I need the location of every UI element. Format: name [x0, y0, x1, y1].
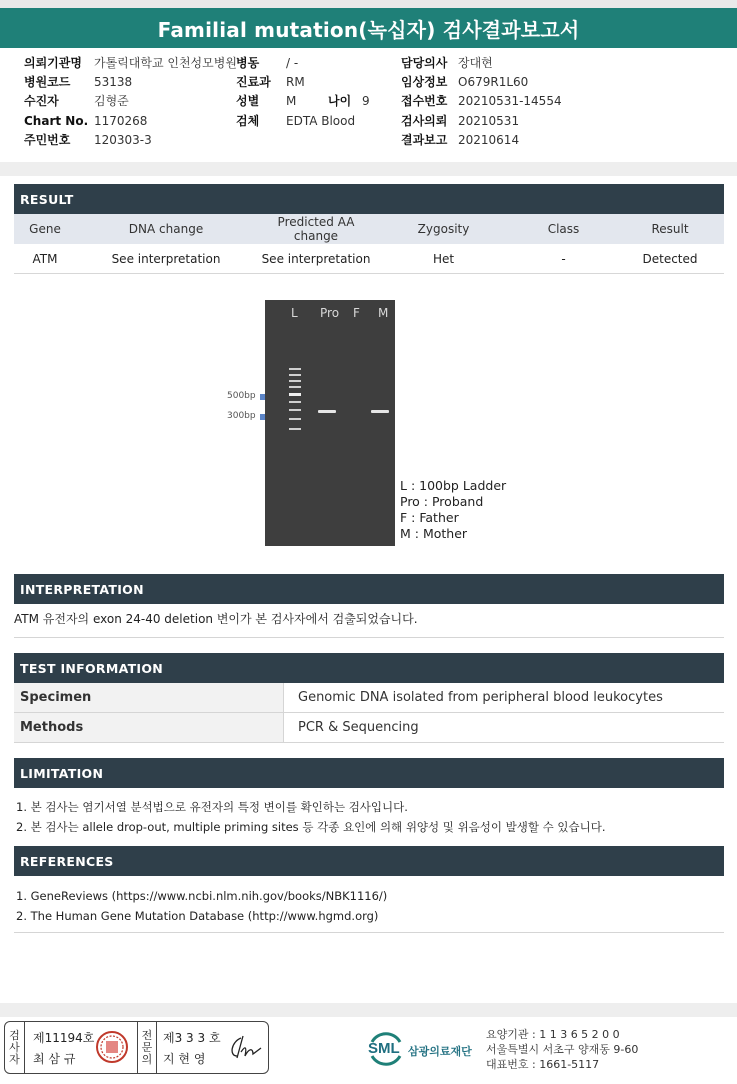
info-value: M	[286, 94, 297, 108]
footer-separator	[0, 1003, 737, 1017]
info-value: 20210531	[458, 114, 520, 128]
legend-item: Pro : Proband	[400, 494, 484, 509]
info-label: 의뢰기관명	[24, 56, 82, 70]
references-list	[16, 886, 387, 926]
info-value: 20210531-14554	[458, 94, 562, 108]
methods-label: Methods	[14, 713, 284, 742]
info-label: 접수번호	[401, 94, 448, 108]
interpretation-heading: INTERPRETATION	[14, 574, 724, 604]
info-label: 담당의사	[401, 56, 448, 70]
marker-label-300bp: 300bp	[227, 411, 256, 421]
specimen-value: Genomic DNA isolated from peripheral blood leukocytes	[298, 690, 663, 705]
mother-band	[371, 410, 389, 413]
lane-label: M	[378, 306, 389, 320]
lane-label: F	[353, 306, 360, 320]
info-value: RM	[286, 75, 305, 89]
marker-label-500bp: 500bp	[227, 391, 256, 401]
info-label: 병원코드	[24, 75, 71, 89]
table-cell: See interpretation	[111, 251, 221, 266]
ladder-band	[289, 409, 301, 411]
role-char: 사	[9, 1040, 20, 1054]
interpretation-text: ATM 유전자의 exon 24-40 deletion 변이가 본 검사자에서 검출되었습니다.	[14, 612, 418, 626]
report-title: Familial mutation(녹십자) 검사결과보고서	[0, 8, 737, 48]
table-cell: -	[561, 251, 566, 266]
info-value: O679R1L60	[458, 75, 529, 89]
info-label: 나이	[328, 94, 352, 108]
gel-image	[265, 300, 395, 546]
table-cell: ATM	[32, 251, 58, 266]
signature-box	[4, 1021, 269, 1074]
license-number: 제3 3 3 호	[163, 1031, 221, 1045]
legend-item: M : Mother	[400, 526, 468, 541]
info-label: 임상정보	[401, 75, 448, 89]
list-item: 2. 본 검사는 allele drop-out, multiple priming sites 등 각종 요인에 의해 위양성 및 위음성이 발생할 수 있습니다.	[16, 820, 606, 834]
table-cell: Detected	[642, 251, 698, 266]
result-table-header	[14, 214, 724, 244]
seal-stamp-icon	[95, 1030, 129, 1064]
organization-logo	[366, 1028, 486, 1068]
info-value: 김형준	[94, 94, 129, 108]
column-header: Class	[547, 222, 580, 236]
ladder-band	[289, 393, 301, 396]
table-row	[14, 713, 724, 743]
legend-item: L : 100bp Ladder	[400, 478, 507, 493]
list-item: 2. The Human Gene Mutation Database (http://www.hgmd.org)	[16, 909, 379, 923]
info-value: 1170268	[94, 114, 148, 128]
signer-role	[137, 1022, 157, 1073]
ladder-band	[289, 386, 301, 388]
info-value: 가톨릭대학교 인천성모병원	[94, 56, 237, 70]
table-row	[14, 244, 724, 274]
gel-legend	[400, 478, 506, 542]
legend-item: F : Father	[400, 510, 459, 525]
lane-label: L	[291, 306, 298, 320]
license-number: 제11194호	[33, 1031, 95, 1045]
org-info-line: 요양기관 : 1 1 3 6 5 2 0 0	[486, 1028, 620, 1041]
ladder-band	[289, 401, 301, 403]
ladder-band	[289, 418, 301, 420]
methods-value: PCR & Sequencing	[298, 720, 419, 735]
lane-label: Pro	[320, 306, 340, 320]
info-value: 20210614	[458, 133, 520, 147]
signer-name: 최 삼 규	[33, 1052, 76, 1066]
organization-info	[486, 1027, 638, 1072]
signer-name: 지 현 영	[163, 1052, 206, 1066]
info-label: 성별	[236, 94, 260, 108]
column-header: Gene	[29, 222, 61, 236]
limitation-heading: LIMITATION	[14, 758, 724, 788]
org-name: 삼광의료재단	[408, 1045, 472, 1058]
role-char: 자	[9, 1052, 20, 1066]
info-label: Chart No.	[24, 114, 89, 128]
info-label: 검사의뢰	[401, 114, 448, 128]
limitation-list	[16, 797, 606, 837]
org-logo-text: SML	[368, 1040, 400, 1057]
table-cell: Het	[432, 251, 455, 266]
ladder-band	[289, 428, 301, 430]
role-char: 전	[141, 1028, 153, 1042]
info-value: 120303-3	[94, 133, 152, 147]
ladder-band	[289, 368, 301, 370]
proband-band	[318, 410, 336, 413]
table-cell: See interpretation	[261, 251, 371, 266]
info-value: 53138	[94, 75, 133, 89]
info-label: 병동	[236, 56, 260, 70]
role-char: 의	[141, 1052, 153, 1066]
divider	[14, 637, 724, 638]
org-info-line: 대표번호 : 1661-5117	[486, 1058, 600, 1071]
ladder-band	[289, 374, 301, 376]
divider	[14, 932, 724, 933]
table-row	[14, 683, 724, 713]
list-item: 1. GeneReviews (https://www.ncbi.nlm.nih.gov/books/NBK1116/)	[16, 889, 388, 903]
list-item: 1. 본 검사는 염기서열 분석법으로 유전자의 특정 변이를 확인하는 검사입니다.	[16, 800, 408, 814]
top-strip	[0, 0, 737, 8]
ladder-band	[289, 380, 301, 382]
info-label: 결과보고	[401, 133, 448, 147]
info-value: 장대현	[458, 56, 493, 70]
info-label: 검체	[236, 114, 260, 128]
role-char: 문	[141, 1040, 153, 1054]
references-heading: REFERENCES	[14, 846, 724, 876]
specimen-label: Specimen	[14, 683, 284, 712]
info-value: / -	[286, 56, 299, 70]
test-information-heading: TEST INFORMATION	[14, 653, 724, 683]
info-value: EDTA Blood	[286, 114, 356, 128]
result-heading: RESULT	[14, 184, 724, 214]
section-separator	[0, 162, 737, 176]
info-value: 9	[362, 94, 370, 108]
column-header: Zygosity	[417, 222, 470, 236]
column-header: DNA change	[128, 222, 204, 236]
org-info-line: 서울특별시 서초구 양재동 9-60	[486, 1043, 639, 1056]
signer-role	[5, 1022, 25, 1073]
info-label: 수진자	[24, 94, 59, 108]
signature-icon	[227, 1034, 263, 1062]
column-header: Predicted AA change	[277, 215, 355, 243]
column-header: Result	[651, 222, 689, 236]
info-label: 진료과	[236, 75, 271, 89]
role-char: 검	[9, 1028, 20, 1042]
info-label: 주민번호	[24, 133, 71, 147]
